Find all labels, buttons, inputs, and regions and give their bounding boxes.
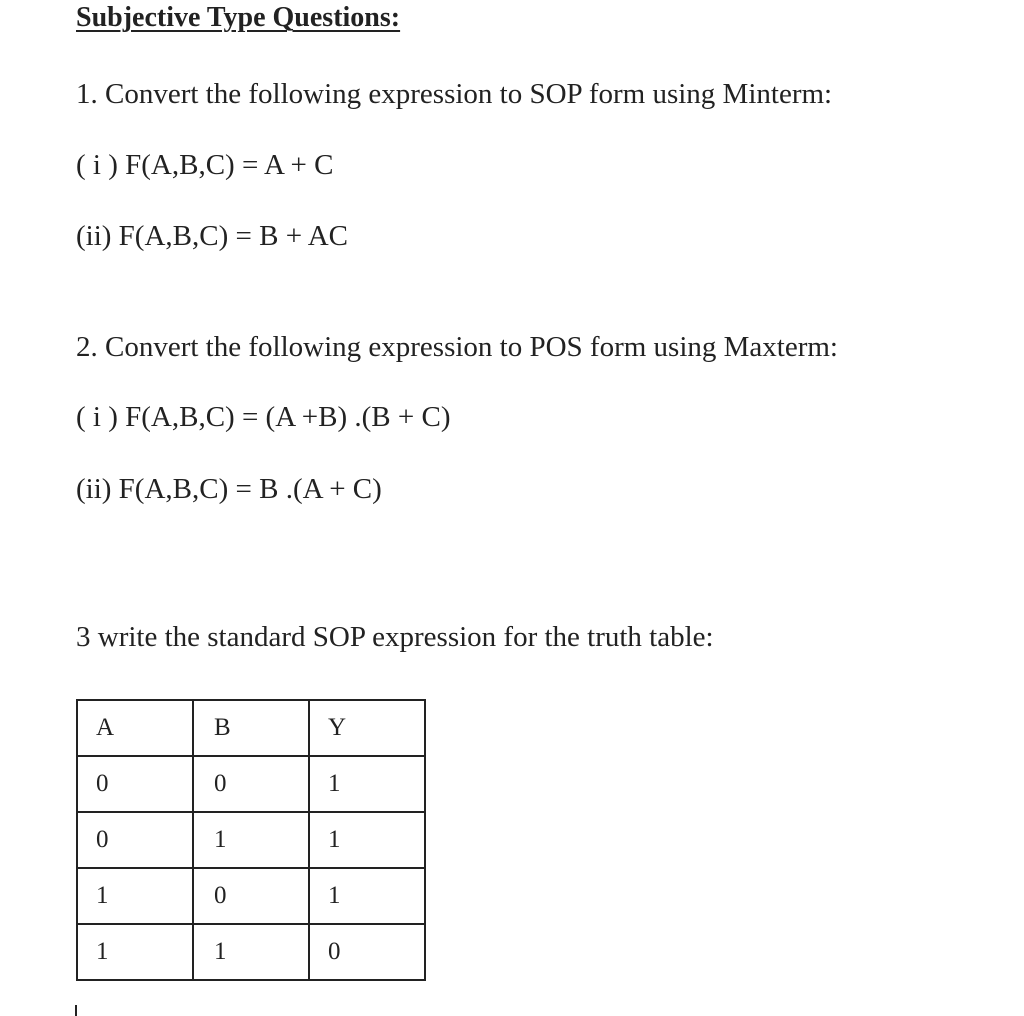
- table-cell: 0: [309, 924, 425, 980]
- table-cell: 1: [309, 812, 425, 868]
- question-1-prompt: 1. Convert the following expression to SOP form using Minterm:: [76, 78, 833, 110]
- table-cell: 1: [77, 924, 193, 980]
- table-row: [77, 756, 425, 812]
- table-cell: 0: [77, 812, 193, 868]
- table-cell: 0: [193, 756, 309, 812]
- table-header-cell: Y: [309, 700, 425, 756]
- table-cell: 1: [77, 868, 193, 924]
- table-cell: 0: [193, 868, 309, 924]
- table-header-row: [77, 700, 425, 756]
- question-2-part-i: ( i ) F(A,B,C) = (A +B) .(B + C): [76, 401, 451, 433]
- text-cursor-mark: [75, 1005, 77, 1016]
- table-cell: 1: [193, 812, 309, 868]
- table-cell: 1: [309, 756, 425, 812]
- question-1-part-i: ( i ) F(A,B,C) = A + C: [76, 149, 334, 181]
- section-heading: Subjective Type Questions:: [76, 2, 401, 33]
- table-row: [77, 924, 425, 980]
- table-header-cell: B: [193, 700, 309, 756]
- table-row: [77, 868, 425, 924]
- table-row: [77, 812, 425, 868]
- table-cell: 1: [193, 924, 309, 980]
- question-1-part-ii: (ii) F(A,B,C) = B + AC: [76, 220, 348, 252]
- table-cell: 0: [77, 756, 193, 812]
- table-header-cell: A: [77, 700, 193, 756]
- table-cell: 1: [309, 868, 425, 924]
- question-2-prompt: 2. Convert the following expression to POS form using Maxterm:: [76, 331, 838, 363]
- question-2-part-ii: (ii) F(A,B,C) = B .(A + C): [76, 473, 382, 505]
- truth-table: [76, 699, 426, 981]
- question-3-prompt: 3 write the standard SOP expression for the truth table:: [76, 621, 714, 653]
